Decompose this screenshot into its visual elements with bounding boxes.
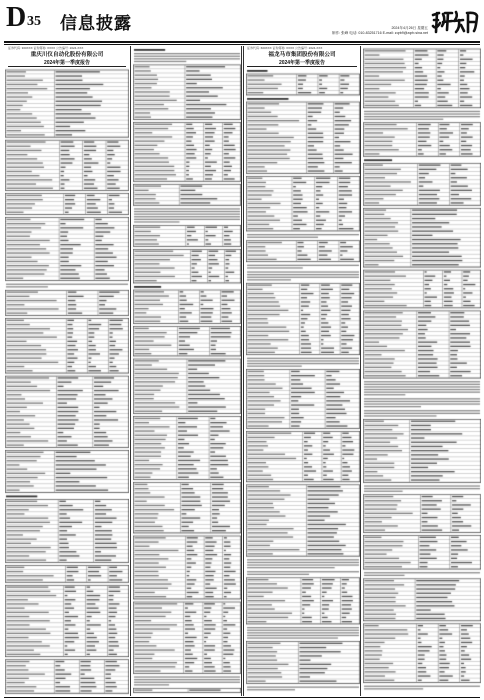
masthead-rule xyxy=(4,41,480,43)
page-number: 35 xyxy=(27,14,41,29)
publication-contact: 制作: 张峰 电话: 010-83251716 E-mail: zqrb9@zqrb.sina.net xyxy=(331,30,428,35)
brand-logo xyxy=(430,6,480,38)
report-title: 2024年第一季度报告 xyxy=(278,60,326,66)
company-name: 重庆川仪自动化股份有限公司 xyxy=(30,52,104,58)
stock-code-line: 证券代码: 600XXX 证券简称: XXXX 公告编号: 2024-XXX xyxy=(247,46,323,50)
report-title: 2024年第一季度报告 xyxy=(43,60,91,66)
column-divider xyxy=(130,46,131,696)
announcement-body-column xyxy=(133,47,241,695)
footer-rule xyxy=(4,697,480,698)
column-divider xyxy=(243,46,244,696)
header-rule xyxy=(247,66,357,67)
column-divider xyxy=(241,46,242,696)
header-rule xyxy=(8,66,126,67)
stock-code-line: 证券代码: 300XXX 证券简称: XXXX 公告编号: 2024-XXX xyxy=(8,46,84,50)
column-divider xyxy=(360,46,361,696)
section-title: 信息披露 xyxy=(60,14,132,34)
publication-date: 2024年4月26日 星期五 xyxy=(391,26,428,30)
announcement-body-column xyxy=(363,47,481,695)
page-letter: D xyxy=(6,2,27,33)
announcement-body-column xyxy=(246,68,360,696)
announcement-body-column xyxy=(5,68,129,696)
masthead xyxy=(0,0,484,44)
masthead-rule-thin xyxy=(4,44,480,45)
company-name: 福龙马市集团股份有限公司 xyxy=(268,52,336,58)
publication-info xyxy=(320,26,428,35)
